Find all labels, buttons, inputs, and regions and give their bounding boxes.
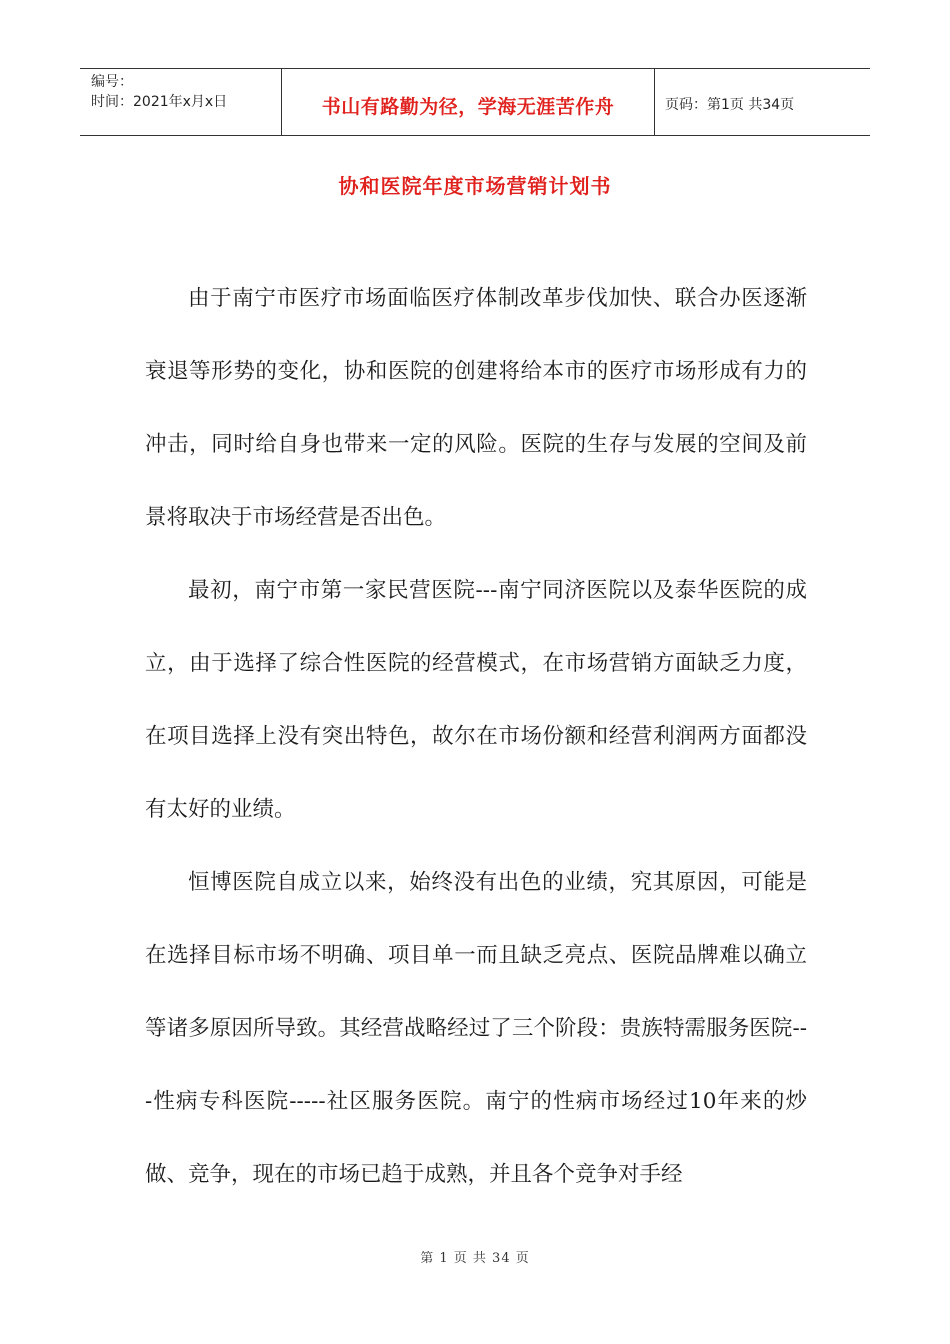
header-meta-cell: [80, 69, 282, 135]
paragraph: 由于南宁市医疗市场面临医疗体制改革步伐加快、联合办医逐渐衰退等形势的变化，协和医院的创建将给本市的医疗市场形成有力的冲击，同时给自身也带来一定的风险。医院的生存与发展的空间及前景将取决于市场经营是否出色。: [145, 286, 807, 530]
header-motto-cell: [282, 69, 655, 135]
header-table: [80, 68, 870, 136]
header-motto: 书山有路勤为径，学海无涯苦作舟: [321, 95, 615, 118]
header-page-info: 页码：第1页 共34页: [665, 97, 795, 113]
header-page-cell: [655, 69, 870, 135]
document-body: [145, 262, 807, 1211]
number-label: 编号：: [91, 74, 133, 90]
time-label: 时间：2021年x月x日: [91, 94, 228, 110]
paragraph: 最初，南宁市第一家民营医院---南宁同济医院以及泰华医院的成立，由于选择了综合性医院的经营模式，在市场营销方面缺乏力度，在项目选择上没有突出特色，故尔在市场份额和经营利润两方面都没有太好的业绩。: [145, 578, 807, 822]
page-footer: 第 1 页 共 34 页: [420, 1251, 530, 1266]
paragraph: 恒博医院自成立以来，始终没有出色的业绩，究其原因，可能是在选择目标市场不明确、项目单一而且缺乏亮点、医院品牌难以确立等诸多原因所导致。其经营战略经过了三个阶段：贵族特需服务医院---性病专科医院-----社区服务医院。南宁的性病市场经过10年来的炒做、竞争，现在的市场已趋于成熟，并且各个竞争对手经: [145, 870, 807, 1187]
document-title: 协和医院年度市场营销计划书: [338, 174, 612, 198]
